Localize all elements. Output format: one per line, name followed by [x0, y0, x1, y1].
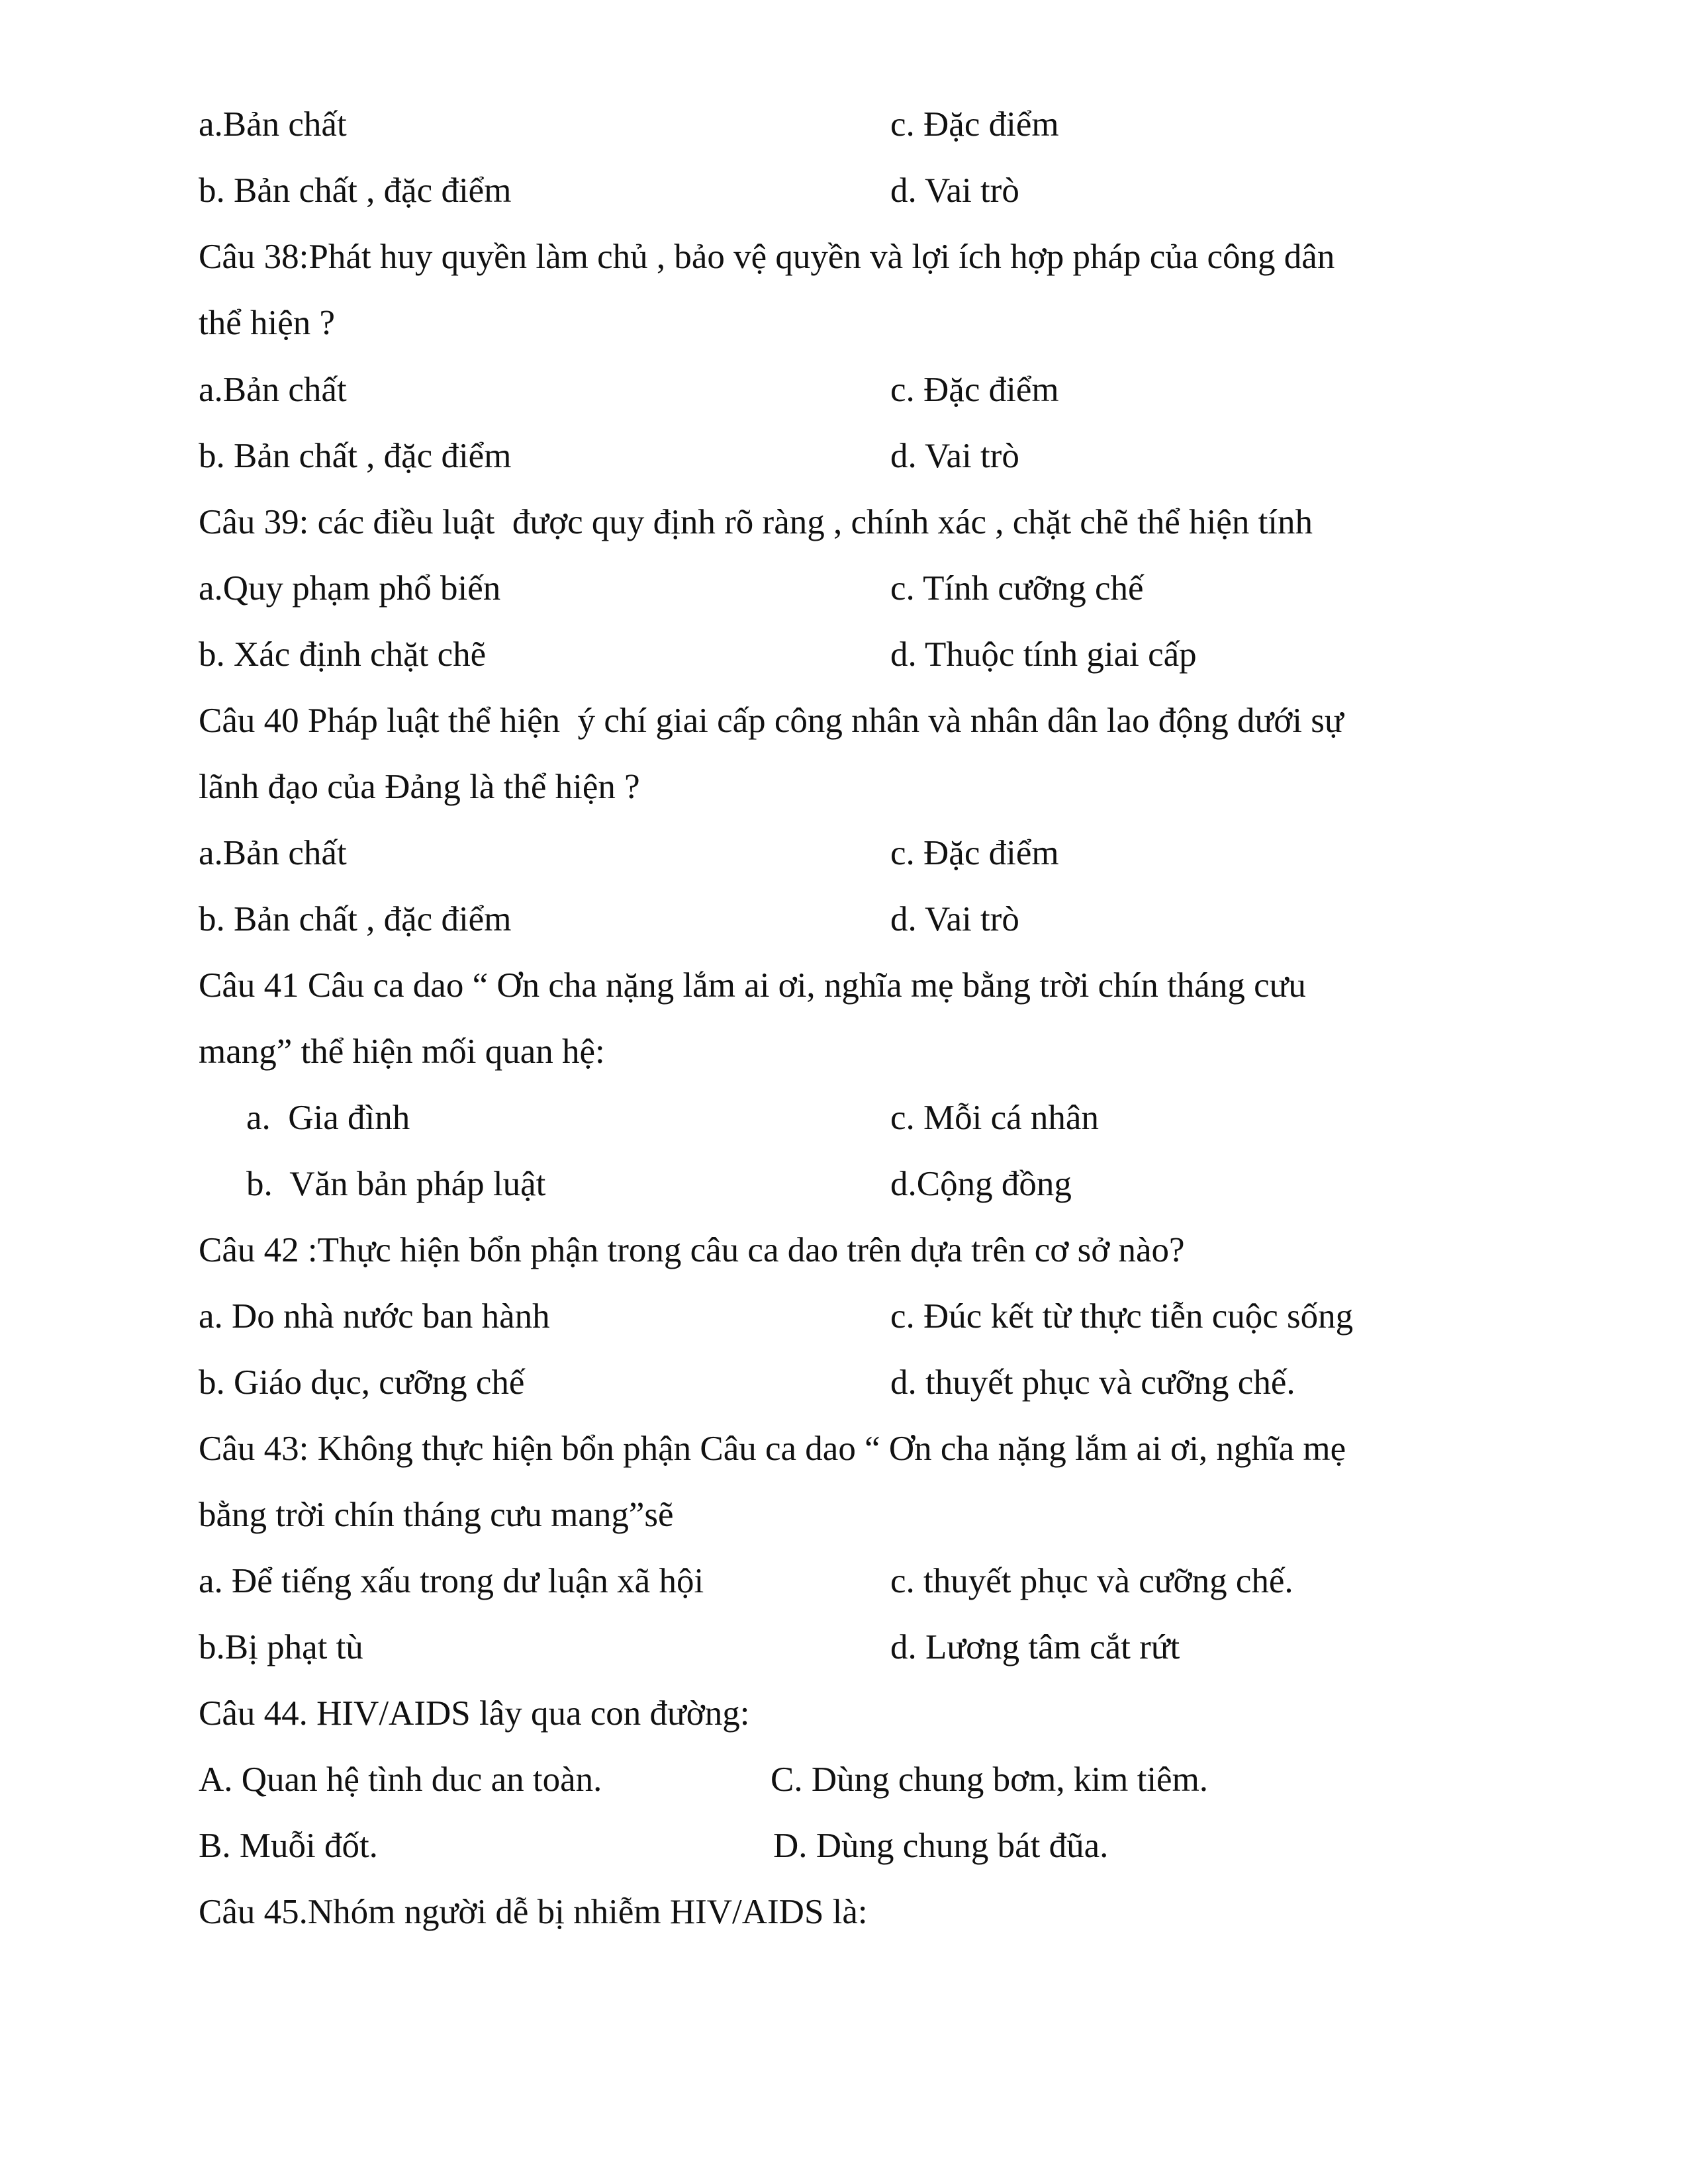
question-text: Câu 44. HIV/AIDS lây qua con đường: — [199, 1694, 750, 1733]
question-text: Câu 41 Câu ca dao “ Ơn cha nặng lắm ai ơi, nghĩa mẹ bằng trời chín tháng cưu — [199, 966, 1306, 1005]
question-text: Câu 40 Pháp luật thể hiện ý chí giai cấp công nhân và nhân dân lao động dưới sự — [199, 702, 1344, 740]
option-text: c. Mỗi cá nhân — [890, 1099, 1099, 1137]
option-text: b. Xác định chặt chẽ — [199, 635, 487, 674]
option-text: d.Cộng đồng — [890, 1165, 1072, 1203]
option-text: b. Bản chất , đặc điểm — [199, 900, 512, 938]
option-text: c. Đặc điểm — [890, 834, 1059, 872]
option-text: D. Dùng chung bát đũa. — [773, 1827, 1109, 1865]
option-text: c. thuyết phục và cưỡng chế. — [890, 1562, 1293, 1600]
option-text: b.Bị phạt tù — [199, 1628, 363, 1666]
option-text: a. Gia đình — [246, 1099, 410, 1137]
option-text: a.Bản chất — [199, 371, 347, 409]
question-text: Câu 38:Phát huy quyền làm chủ , bảo vệ quyền và lợi ích hợp pháp của công dân — [199, 238, 1335, 276]
option-text: d. Vai trò — [890, 900, 1019, 938]
option-text: b. Văn bản pháp luật — [246, 1165, 546, 1203]
question-text: bằng trời chín tháng cưu mang”sẽ — [199, 1496, 674, 1534]
option-text: b. Giáo dục, cưỡng chế — [199, 1363, 525, 1402]
option-text: c. Đúc kết từ thực tiễn cuộc sống — [890, 1297, 1354, 1336]
option-text: a.Bản chất — [199, 105, 347, 144]
question-text: Câu 42 :Thực hiện bổn phận trong câu ca dao trên dựa trên cơ sở nào? — [199, 1231, 1185, 1269]
option-text: d. Thuộc tính giai cấp — [890, 635, 1197, 674]
option-text: b. Bản chất , đặc điểm — [199, 437, 512, 475]
option-text: c. Đặc điểm — [890, 371, 1059, 409]
option-text: d. Vai trò — [890, 171, 1019, 210]
option-text: A. Quan hệ tình duc an toàn. — [199, 1760, 602, 1799]
option-text: c. Đặc điểm — [890, 105, 1059, 144]
question-text: mang” thể hiện mối quan hệ: — [199, 1032, 605, 1071]
option-text: d. Vai trò — [890, 437, 1019, 475]
option-text: d. thuyết phục và cưỡng chế. — [890, 1363, 1295, 1402]
option-text: c. Tính cưỡng chế — [890, 569, 1144, 608]
question-text: Câu 43: Không thực hiện bổn phận Câu ca dao “ Ơn cha nặng lắm ai ơi, nghĩa mẹ — [199, 1430, 1346, 1468]
option-text: a.Quy phạm phổ biến — [199, 569, 501, 608]
option-text: a.Bản chất — [199, 834, 347, 872]
option-text: C. Dùng chung bơm, kim tiêm. — [771, 1760, 1209, 1799]
option-text: d. Lương tâm cắt rứt — [890, 1628, 1180, 1666]
question-text: lãnh đạo của Đảng là thể hiện ? — [199, 768, 640, 806]
option-text: B. Muỗi đốt. — [199, 1827, 378, 1865]
question-text: Câu 39: các điều luật được quy định rõ ràng , chính xác , chặt chẽ thể hiện tính — [199, 503, 1313, 541]
question-text: thể hiện ? — [199, 304, 336, 342]
option-text: a. Do nhà nước ban hành — [199, 1297, 550, 1336]
option-text: a. Để tiếng xấu trong dư luận xã hội — [199, 1562, 704, 1600]
question-text: Câu 45.Nhóm người dễ bị nhiễm HIV/AIDS là: — [199, 1893, 868, 1931]
option-text: b. Bản chất , đặc điểm — [199, 171, 512, 210]
